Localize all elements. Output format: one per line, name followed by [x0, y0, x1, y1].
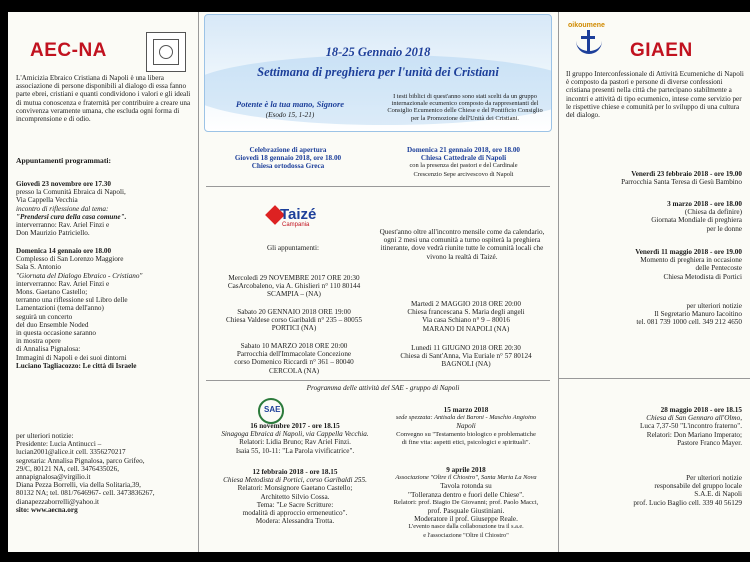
oikoumene-logo-text: oikoumene: [568, 22, 605, 29]
event-line: CasArcobaleno, via A. Ghislieri n° 110 80144: [227, 282, 361, 291]
sae-event-5: [552, 406, 742, 447]
sae-event-3: [374, 406, 558, 447]
event-line: Convegno su "Testamento biologico e problematiche: [396, 430, 536, 438]
event-line: di fine vita: aspetti etici, psicologici e spirituali".: [401, 438, 531, 446]
flyer-sheet: [8, 12, 750, 552]
event-date: Sabato 10 MARZO 2018 ORE 20:00: [240, 342, 348, 350]
contact-line: responsabile del gruppo locale: [654, 482, 742, 491]
event-line: Relatori: Lidia Bruno; Rav Ariel Finzi.: [239, 438, 351, 447]
event-place: CERCOLA (NA): [268, 366, 320, 375]
appointments-heading: Appuntamenti programmati:: [16, 156, 111, 165]
giaen-title: GIAEN: [630, 40, 693, 61]
sae-heading: Programma delle attività del SAE - gruppo di Napoli: [306, 384, 460, 392]
event-line: seguirà un concerto: [16, 312, 73, 321]
event-line: Isaia 55, 10-11: "La Parola vivificatrice".: [235, 446, 355, 455]
event-line: e l'associazione "Oltre il Chiostro": [423, 531, 509, 539]
event-date: 16 novembre 2017 - ore 18.15: [250, 422, 340, 430]
giaen-contacts: [562, 302, 742, 327]
event-place: (Chiesa da definire): [684, 208, 742, 217]
event-line: Sala S. Antonio: [16, 263, 61, 272]
event-date: Venerdì 23 febbraio 2018 - ore 19.00: [631, 170, 742, 178]
week-of-prayer-banner: [204, 14, 552, 132]
event-line: Relatori: prof. Biagio De Giovanni; prof. Paolo Macci,: [393, 498, 539, 506]
taize-logo-text: Taizé: [280, 206, 317, 223]
event-place: Sinagoga Ebraica di Napoli, via Cappella Vecchia.: [221, 430, 369, 439]
event-line: Parrocchia dell'Immacolate Concezione: [236, 350, 352, 359]
event-line: L'evento nasce dalla collaborazione tra il s.a.e.: [408, 523, 524, 531]
opening-place: Chiesa ortodossa Greca: [251, 162, 325, 171]
event-line: terranno una riflessione sul Libro delle: [16, 296, 128, 305]
event-line: Moderatore il prof. Giuseppe Reale.: [414, 515, 518, 524]
giaen-event-1: [562, 170, 742, 186]
aec-na-intro: L'Amicizia Ebraico Cristiana di Napoli è una libera associazione di persone disponibili al dialogo di essa fanno parte ebrei, cristiani e quanti condividono i valori e gli ideali di mutua conoscenza e fraternità per contribuire a creare una convivenza veramente umana, che escluda ogni forma di incomprensione e di odio.: [16, 74, 191, 124]
event-date: 12 febbraio 2018 - ore 18.15: [252, 468, 338, 476]
event-line: Chiesa di Sant'Anna, Via Euriale n° 57 80124: [400, 352, 532, 361]
sae-event-4: [374, 466, 558, 540]
event-date: Lunedì 11 GIUGNO 2018 ORE 20:30: [411, 344, 521, 352]
aec-event-2: [16, 247, 142, 370]
event-date: Mercoledì 29 NOVEMBRE 2017 ORE 20:30: [228, 274, 360, 282]
banner-note: I testi biblici di quest'anno sono stati scelti da un gruppo internazionale ecumenico composto da rappresentanti del Consiglio Ecumenico delle Chiese e del Pontificio Consiglio per la Promozione dell'Unità dei Cristiani.: [387, 93, 543, 122]
event-date: Domenica 14 gennaio ore 18.00: [16, 247, 112, 255]
event-date: Martedì 2 MAGGIO 2018 ORE 20:00: [411, 300, 521, 308]
contact-line: S.A.E. di Napoli: [694, 490, 742, 499]
taize-logo-sub: Campania: [282, 222, 310, 228]
divider: [558, 378, 750, 379]
opening-title: Celebrazione di apertura: [249, 146, 327, 154]
event-line: Giornata Mondiale di preghiera: [651, 216, 742, 225]
event-line: Via casa Schiano n° 9 – 80016: [422, 316, 510, 325]
event-date: Sabato 20 GENNAIO 2018 ORE 19:00: [237, 308, 351, 316]
event-date: Venerdì 11 maggio 2018 - ore 19.00: [635, 248, 742, 256]
contact-line: segretaria: Annalisa Pignalosa, parco Grifeo,: [16, 456, 145, 465]
event-line: in mostra opere: [16, 337, 61, 346]
event-line: Relatori: Monsignore Gaetano Castello;: [237, 484, 353, 493]
event-line: Chiesa Valdese corso Garibaldi n° 235 – 80055: [226, 316, 362, 325]
closing-celebration: [376, 146, 551, 179]
event-line: Tema: "Le Sacre Scritture:: [256, 500, 334, 509]
closing-place: Chiesa Cattedrale di Napoli: [420, 154, 507, 163]
contacts-heading: per ulteriori notizie:: [16, 432, 74, 440]
event-line: Chiesa francescana S. Maria degli angeli: [407, 308, 525, 317]
divider: [206, 186, 550, 187]
event-place: sede spezzata: Antisala dei Baroni - Maschio Angioino: [395, 414, 537, 422]
event-place: Chiesa Metodista di Portici: [663, 272, 742, 281]
banner-motto: Potente è la tua mano, Signore: [235, 99, 345, 109]
center-column: [198, 12, 558, 552]
event-line: interverranno: Rav. Ariel Finzi e: [16, 221, 110, 230]
aec-contacts: [16, 432, 155, 514]
event-line: di Annalisa Pignalosa:: [16, 345, 81, 354]
event-theme: "Prendersi cura della casa comune".: [16, 212, 127, 221]
closing-date: Domenica 21 gennaio 2018, ore 18.00: [406, 146, 521, 154]
event-line: Modera: Alessandra Trotta.: [255, 517, 335, 526]
event-date: 28 maggio 2018 - ore 18.15: [660, 406, 742, 414]
event-place: Chiesa di San Gennaro all'Olmo,: [646, 414, 742, 423]
event-theme: "Giornata del Dialogo Ebraico - Cristiano": [16, 271, 143, 280]
website-link[interactable]: sito: www.aecna.org: [16, 505, 78, 514]
event-line: Luca 7,37-50 "L'incontro fraterno".: [640, 422, 742, 431]
event-place: PORTICI (NA): [271, 324, 317, 333]
opening-date: Giovedì 18 gennaio 2018, ore 18.00: [234, 154, 342, 163]
event-date: 15 marzo 2018: [443, 406, 489, 414]
sae-logo-text: SAE: [264, 405, 281, 414]
taize-intro: Quest'anno oltre all'incontro mensile come da calendario, ogni 2 mesi una comunità a turno ospiterà la preghiera itinerante, dove vedrà riunite tutte le comunità locali che vivono la realtà di Taizé.: [379, 228, 545, 261]
event-line: Relatori: Don Mariano Imperato;: [646, 430, 742, 439]
taize-event-1: [204, 274, 384, 299]
event-line: Architetto Silvio Cossa.: [260, 492, 330, 501]
event-line: delle Pentecoste: [695, 264, 742, 273]
aec-na-title: AEC-NA: [30, 40, 107, 61]
contact-email[interactable]: annapignalosa@virgilio.it: [16, 473, 91, 482]
event-line: corso Domenico Riccardi n° 361 – 80040: [234, 358, 354, 367]
event-place: Associazione "Oltre il Chiostro", Santa Maria La Nova: [395, 474, 537, 482]
closing-line: con la presenza dei pastori e del Cardinale: [409, 162, 518, 170]
event-line: per le donne: [706, 224, 742, 233]
event-line: Luciano Tagliacozzo: Le città di Israele: [16, 361, 137, 370]
event-date: Giovedì 23 novembre ore 17.30: [16, 180, 111, 188]
event-date: 9 aprile 2018: [446, 466, 486, 474]
opening-celebration: [208, 146, 368, 171]
aec-event-1: [16, 180, 126, 237]
taize-event-5: [378, 344, 554, 369]
event-line: del duo Ensemble Noded: [16, 320, 89, 329]
event-date: 3 marzo 2018 - ore 18.00: [667, 200, 742, 208]
giaen-event-2: [562, 200, 742, 233]
event-place: SCAMPIA – (NA): [267, 290, 321, 299]
contact-line: Il Segretario Manuro Iacoitino: [654, 310, 742, 319]
event-line: Lamentazioni (tema dell'anno): [16, 304, 104, 313]
contacts-heading: per ulteriori notizie: [686, 302, 742, 310]
banner-title: Settimana di preghiera per l'unità dei Cristiani: [257, 65, 499, 79]
banner-motto-ref: (Esodo 15, 1-21): [265, 111, 315, 119]
event-line: Mons. Gaetano Castello;: [16, 288, 88, 297]
event-line: prof. Pasquale Giustiniani.: [427, 507, 505, 516]
taize-event-3: [204, 342, 384, 375]
sae-event-2: [202, 468, 388, 525]
giaen-column: [558, 12, 750, 552]
event-line: Immagini di Napoli e dei suoi dintorni: [16, 353, 127, 362]
giaen-intro: Il gruppo Interconfessionale di Attività Ecumeniche di Napoli è composto da pastori e persone di diverse confessioni cristiana presenti nella città che partecipano stabilmente a incontri e attività di tipo ecumenico, intese come servizio per le rispettive chiese e comunità per lo sviluppo di una cultura del dialogo.: [566, 70, 744, 120]
event-line: incontro di riflessione dal tema:: [16, 204, 109, 213]
contact-line: 80132 NA; tel. 081/7646967- cell. 3473836267,: [16, 489, 155, 498]
event-line: in questa occasione saranno: [16, 329, 97, 338]
contact-phone: tel. 081 739 1000 cell. 349 212 4650: [636, 318, 742, 327]
closing-line: Crescenzio Sepe arcivescovo di Napoli: [413, 170, 514, 178]
contact-email[interactable]: dianapezzaborrelli@yahoo.it: [16, 497, 100, 506]
taize-event-4: [378, 300, 554, 333]
event-line: Don Maurizio Patriciello.: [16, 229, 90, 238]
event-line: Tavola rotonda su: [440, 482, 492, 491]
event-line: "Tolleranza dentro e fuori delle Chiese".: [408, 490, 524, 499]
event-place: Parrocchia Santa Teresa di Gesù Bambino: [621, 178, 742, 187]
event-line: presso la Comunità Ebraica di Napoli,: [16, 188, 126, 197]
event-line: Momento di preghiera in occasione: [640, 256, 742, 265]
sae-contacts: [552, 474, 742, 507]
event-place: MARANO DI NAPOLI (NA): [422, 324, 510, 333]
aec-na-column: [8, 12, 198, 552]
event-line: interverranno: Rav. Ariel Finzi e: [16, 279, 110, 288]
sae-event-1: [202, 422, 388, 455]
aec-na-logo: [146, 32, 186, 72]
event-line: modalità di approccio ermeneutico".: [242, 509, 348, 518]
contact-email[interactable]: lucian2001@alice.it cell. 3356270217: [16, 448, 126, 457]
taize-event-2: [204, 308, 384, 333]
taize-heading: Gli appuntamenti:: [266, 244, 320, 252]
banner-dates: 18-25 Gennaio 2018: [325, 45, 431, 59]
giaen-event-3: [562, 248, 742, 281]
contact-line: Presidente: Lucia Antinucci –: [16, 440, 102, 449]
event-line: Pastore Franco Mayer.: [677, 438, 742, 447]
divider: [206, 380, 550, 381]
oikoumene-logo: [568, 22, 612, 66]
event-place: Chiesa Metodista di Portici, corso Garibaldi 255.: [223, 476, 367, 485]
contact-line: Diana Pezza Borrelli, via della Solitaria,39,: [16, 481, 141, 490]
contacts-heading: Per ulteriori notizie: [686, 474, 742, 482]
event-line: Via Cappella Vecchia: [16, 196, 78, 205]
event-place: BAGNOLI (NA): [441, 360, 491, 369]
event-line: Complesso di San Lorenzo Maggiore: [16, 255, 124, 264]
event-place: Napoli: [456, 422, 476, 431]
contact-line: 29/C, 80121 NA, cell. 3476435026,: [16, 464, 120, 473]
contact-phone: prof. Lucio Baglio cell. 339 40 56129: [633, 498, 742, 507]
